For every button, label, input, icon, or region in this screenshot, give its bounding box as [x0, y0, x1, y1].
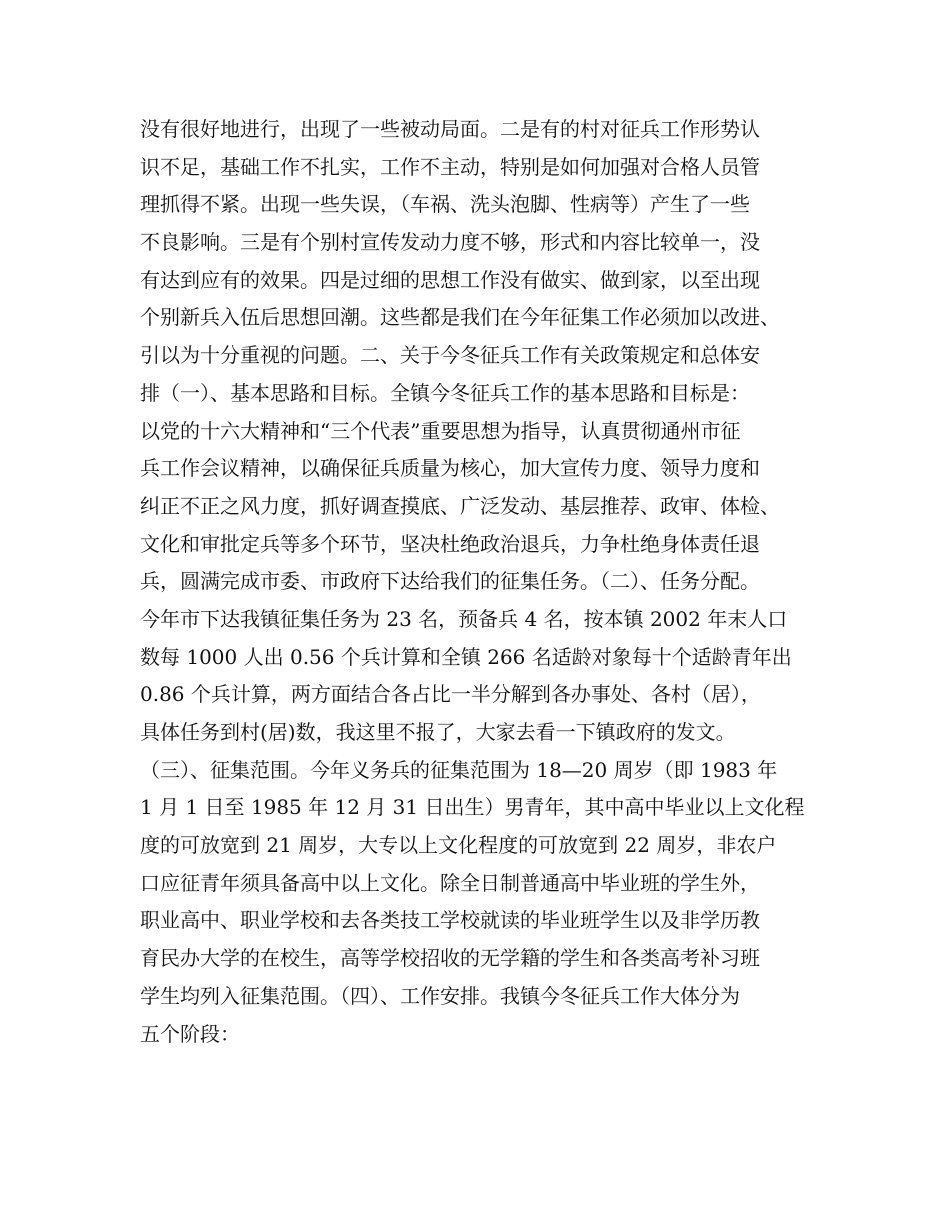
text-line: 育民办大学的在校生，高等学校招收的无学籍的学生和各类高考补习班: [140, 946, 760, 971]
text-line: 学生均列入征集范围。（四）、工作安排。我镇今冬征兵工作大体分为: [140, 983, 740, 1008]
text-line: 文化和审批定兵等多个环节，坚决杜绝政治退兵，力争杜绝身体责任退: [140, 531, 760, 556]
text-line: 纠正不正之风力度，抓好调查摸底、广泛发动、基层推荐、政审、体检、: [140, 493, 780, 518]
text-line: 引以为十分重视的问题。二、关于今冬征兵工作有关政策规定和总体安: [140, 343, 760, 368]
text-line: 有达到应有的效果。四是过细的思想工作没有做实、做到家，以至出现: [140, 267, 760, 292]
text-line: 具体任务到村(居)数，我这里不报了，大家去看一下镇政府的发文。: [140, 720, 736, 744]
text-line: 兵，圆满完成市委、市政府下达给我们的征集任务。（二）、任务分配。: [140, 569, 760, 594]
text-line: 度的可放宽到 21 周岁，大专以上文化程度的可放宽到 22 周岁，非农户: [140, 833, 777, 858]
text-line: 兵工作会议精神，以确保征兵质量为核心，加大宣传力度、领导力度和: [140, 456, 760, 481]
text-line: （三）、征集范围。今年义务兵的征集范围为 18—20 周岁（即 1983 年: [140, 757, 778, 782]
text-line: 以党的十六大精神和“三个代表”重要思想为指导，认真贯彻通州市征: [140, 418, 741, 443]
text-line: 0.86 个兵计算，两方面结合各占比一半分解到各办事处、各村（居），: [140, 682, 761, 707]
text-line: 口应征青年须具备高中以上文化。除全日制普通高中毕业班的学生外，: [140, 870, 760, 895]
text-line: 没有很好地进行，出现了一些被动局面。二是有的村对征兵工作形势认: [140, 117, 760, 141]
text-line: 五个阶段：: [140, 1021, 240, 1046]
text-line: 职业高中、职业学校和去各类技工学校就读的毕业班学生以及非学历教: [140, 908, 760, 933]
text-line: 识不足，基础工作不扎实，工作不主动，特别是如何加强对合格人员管: [140, 154, 760, 179]
text-line: 不良影响。三是有个别村宣传发动力度不够，形式和内容比较单一，没: [140, 230, 760, 255]
text-line: 数每 1000 人出 0.56 个兵计算和全镇 266 名适龄对象每十个适龄青年出: [140, 644, 792, 669]
text-line: 个别新兵入伍后思想回潮。这些都是我们在今年征集工作必须加以改进、: [140, 305, 780, 330]
text-line: 理抓得不紧。出现一些失误，（车祸、洗头泡脚、性病等）产生了一些: [140, 192, 750, 217]
text-line: 排（一）、基本思路和目标。全镇今冬征兵工作的基本思路和目标是：: [140, 380, 750, 405]
text-line: 今年市下达我镇征集任务为 23 名，预备兵 4 名，按本镇 2002 年末人口: [140, 606, 788, 631]
text-line: 1 月 1 日至 1985 年 12 月 31 日出生）男青年，其中高中毕业以上文化程: [140, 795, 805, 820]
body-text: [140, 111, 830, 1053]
